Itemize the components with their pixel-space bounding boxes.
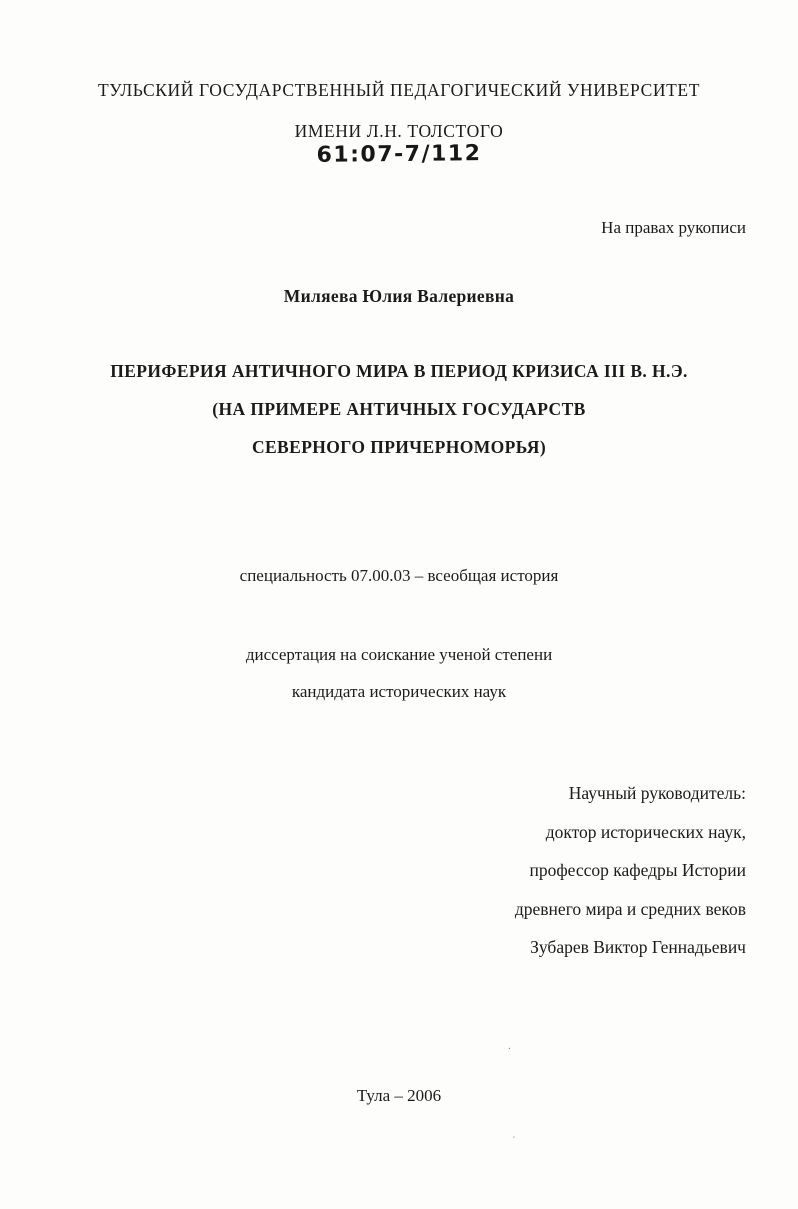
city-year: Тула – 2006 [356,1086,442,1105]
scan-artifact-dot: . [508,1040,511,1052]
title-line1: ПЕРИФЕРИЯ АНТИЧНОГО МИРА В ПЕРИОД КРИЗИСА III В. Н.Э. [110,361,688,381]
title-line2: (НА ПРИМЕРЕ АНТИЧНЫХ ГОСУДАРСТВ [212,399,586,419]
advisor-position-line2: древнего мира и средних веков [514,898,746,919]
dissertation-title [0,352,798,466]
thesis-statement [0,636,798,710]
thesis-line2: кандидата исторических наук [291,682,507,701]
university-name-line2: ИМЕНИ Л.Н. ТОЛСТОГО [294,121,504,141]
advisor-label: Научный руководитель: [568,783,746,803]
catalog-number: 61:07-7/112 [316,141,482,168]
thesis-line1: диссертация на соискание ученой степени [245,645,553,664]
advisor-degree: доктор исторических наук, [545,821,746,842]
title-line3: СЕВЕРНОГО ПРИЧЕРНОМОРЬЯ) [251,437,547,457]
advisor-position-line1: профессор кафедры Истории [529,860,746,880]
university-name-line1: ТУЛЬСКИЙ ГОСУДАРСТВЕННЫЙ ПЕДАГОГИЧЕСКИЙ УНИВЕРСИТЕТ [98,80,700,100]
advisor-name: Зубарев Виктор Геннадьевич [530,937,746,957]
advisor-block [515,774,746,967]
scan-artifact-mark: ´ [512,1135,516,1147]
manuscript-rights-note: На правах рукописи [601,218,746,237]
author-name: Миляева Юлия Валериевна [283,286,515,306]
specialty-line: специальность 07.00.03 – всеобщая история [239,566,559,585]
